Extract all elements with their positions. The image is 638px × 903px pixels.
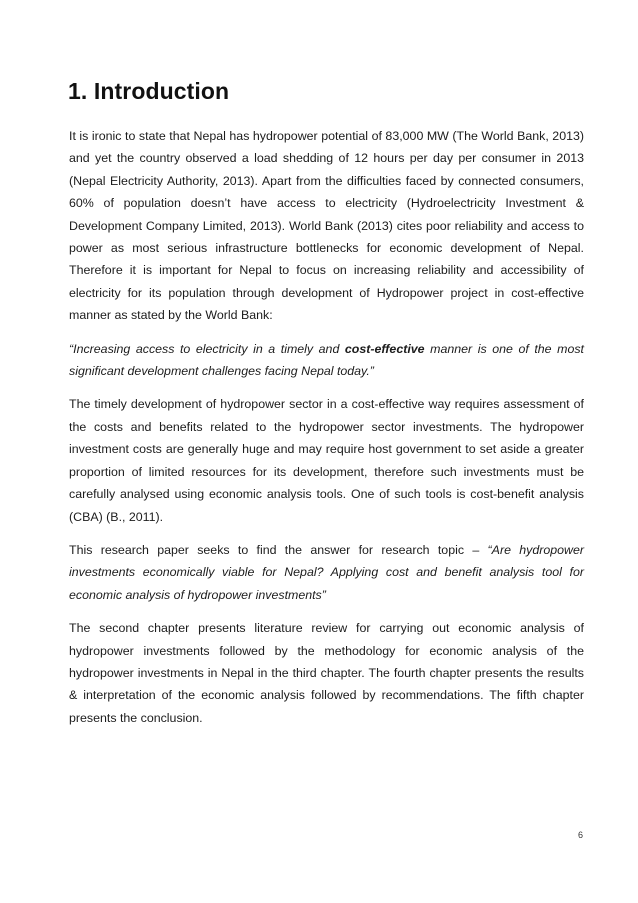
paragraph-intro: It is ironic to state that Nepal has hydropower potential of 83,000 MW (The World Bank, 2013) and yet the country observed a load shedding of 12 hours per day per consumer in 2013 (Nepal Electricity Authority, 2013). Apart from the difficulties faced by connected consumers, 60% of population doesn’t have access to electricity (Hydroelectricity Investment & Development Company Limited, 2013). World Bank (2013) cites poor reliability and access to power as most serious infrastructure bottlenecks for economic development of Nepal. Therefore it is important for Nepal to focus on increasing reliability and accessibility of electricity for its population through development of Hydropower project in cost-effective manner as stated by the World Bank: xyxy=(69,129,584,323)
section-heading: 1. Introduction xyxy=(68,78,230,104)
page-number: 6 xyxy=(577,830,583,840)
quote-text-end: manner is one of the most significant development challenges facing Nepal today.” xyxy=(69,341,584,379)
quote-text-start: “Increasing access to electricity in a timely and xyxy=(69,341,345,356)
paragraph-cost-benefit: The timely development of hydropower sector in a cost-effective way requires assessment of the costs and benefits related to the hydropower sector investments. The hydropower investment costs are generally huge and may require host government to set aside a greater proportion of limited resources for its development, therefore such investments must be carefully analysed using economic analysis tools. One of such tools is cost-benefit analysis (CBA) (B., 2011). xyxy=(69,397,584,524)
research-topic-lead: This research paper seeks to find the answer for research topic – xyxy=(69,542,488,557)
quote-emphasis: cost-effective xyxy=(344,341,425,356)
body-text xyxy=(69,125,584,740)
world-bank-quote xyxy=(69,338,584,383)
paragraph-chapter-outline: The second chapter presents literature review for carrying out economic analysis of hydropower investments followed by the methodology for economic analysis of the hydropower investments in Nepal in the third chapter. The fourth chapter presents the results & interpretation of the economic analysis followed by recommendations. The fifth chapter presents the conclusion. xyxy=(69,621,584,725)
research-topic-question: “Are hydropower investments economically viable for Nepal? Applying cost and benefit analysis tool for economic analysis of hydropower investments” xyxy=(69,542,585,602)
paragraph-research-topic xyxy=(69,539,584,606)
